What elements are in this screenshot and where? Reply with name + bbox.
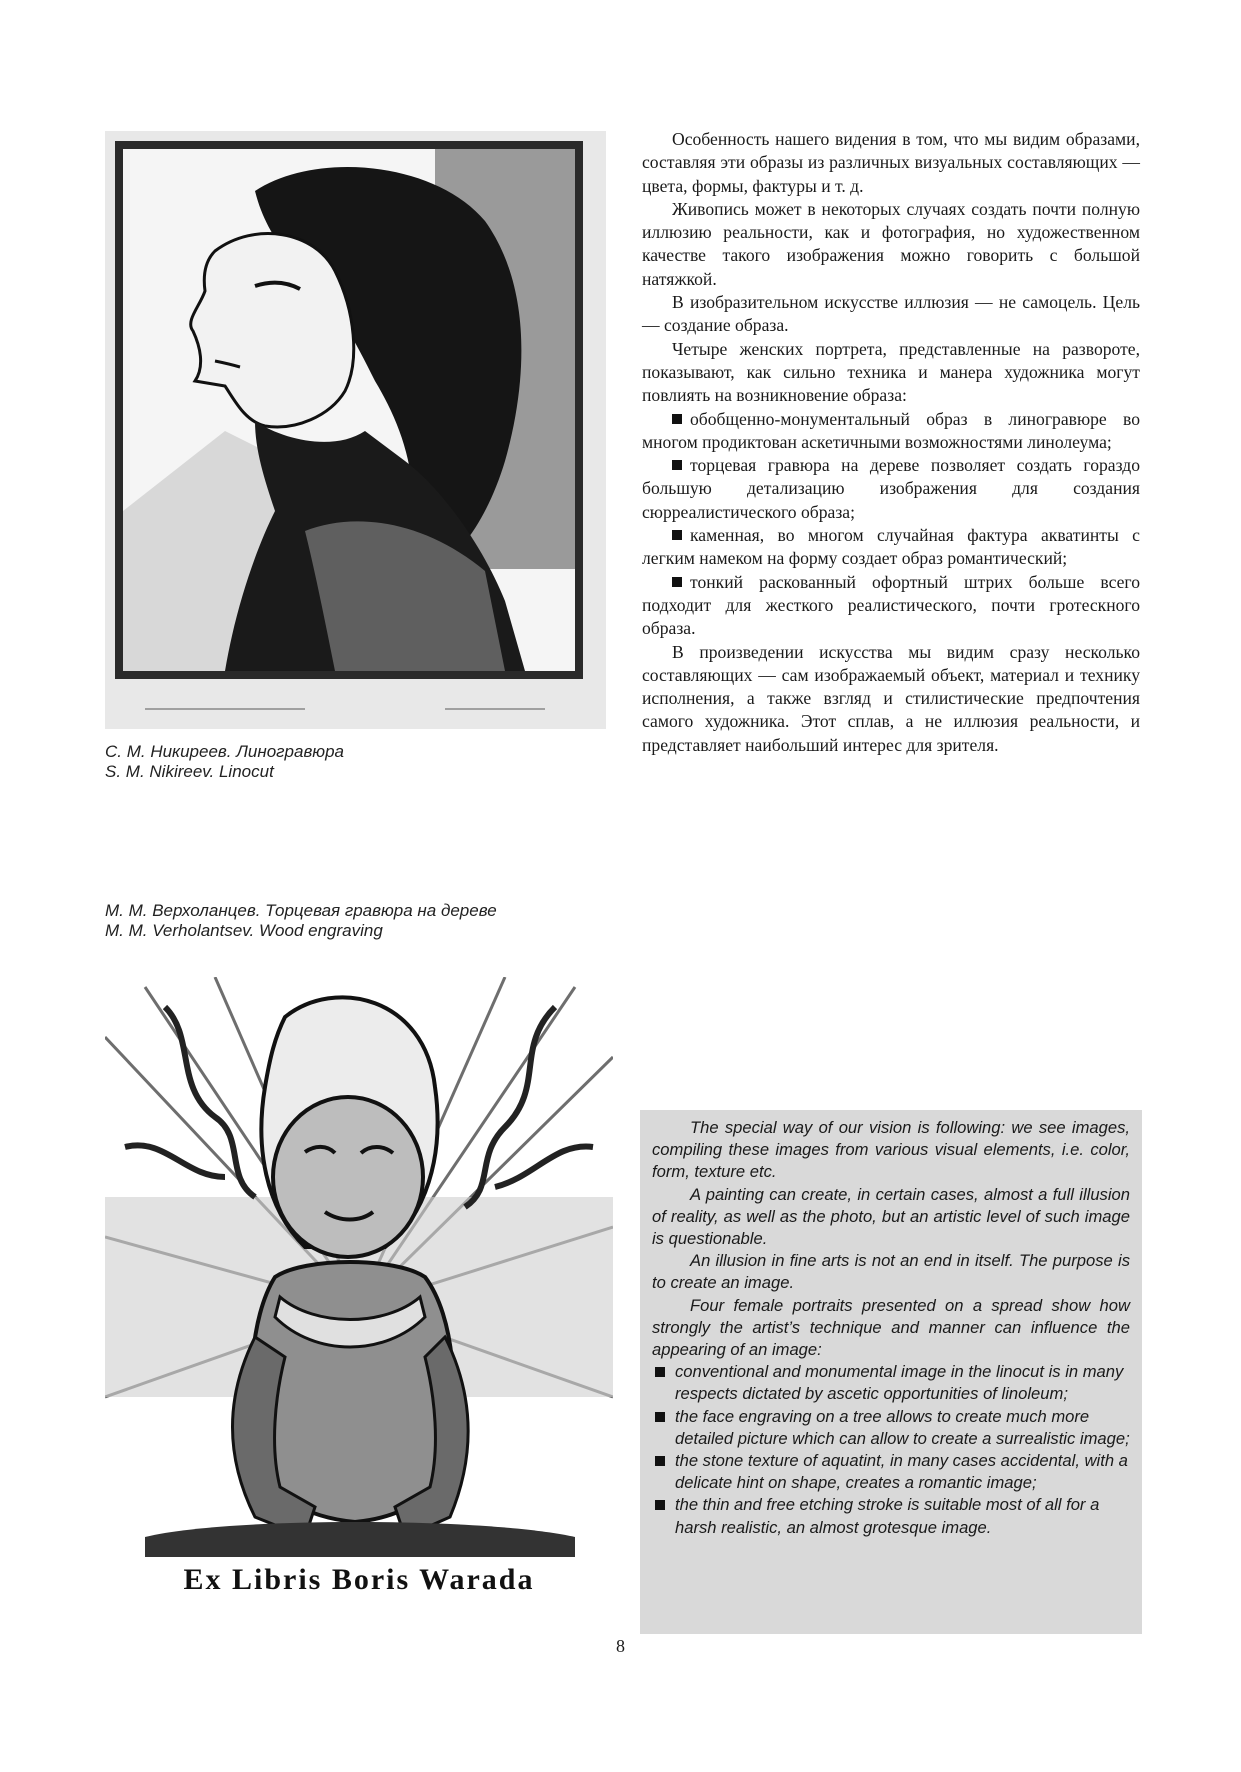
page-number: 8 — [616, 1636, 625, 1656]
en-bullet: the face engraving on a tree allows to create much more detailed picture which can allow to create a surrealistic image; — [652, 1406, 1130, 1450]
en-paragraph: The special way of our vision is following: we see images, compiling these images from various visual elements, i.e. color, form, texture etc. — [652, 1118, 1130, 1182]
bullet-square-icon — [672, 460, 682, 470]
ru-paragraph: В изобразительном искусстве иллюзия — не самоцель. Цель — создание образа. — [642, 292, 1140, 336]
engraving-caption-en: M. M. Verholantsev. Wood engraving — [105, 921, 383, 940]
linocut-portrait-image — [105, 131, 606, 729]
bullet-square-icon — [672, 414, 682, 424]
bullet-square-icon — [672, 530, 682, 540]
en-paragraph: Four female portraits presented on a spread show how strongly the artist’s technique and manner can influence the appearing of an image: — [652, 1295, 1130, 1360]
en-bullet-list — [652, 1361, 1130, 1539]
exlibris-text: Ex Libris Boris Warada — [183, 1563, 535, 1596]
linocut-caption-en: S. M. Nikireev. Linocut — [105, 762, 274, 781]
ru-paragraph: Четыре женских портрета, представленные на развороте, показывают, как сильно техника и манера художника могут повлиять на возникновение образа: — [642, 338, 1140, 406]
ru-bullet: каменная, во многом случайная фактура акватинты с легким намеком на форму создает образ романтический; — [642, 525, 1140, 569]
ru-paragraph: В произведении искусства мы видим сразу несколько составляющих — сам изображаемый объект, материал и технику исполнения, а также взгляд и стилистические предпочтения самого художника. Этот сплав, а не иллюзия реальности, и представляет наибольший интерес для зрителя. — [642, 641, 1140, 755]
bullet-square-icon — [655, 1367, 665, 1377]
english-text-box — [640, 1110, 1142, 1634]
en-paragraph: An illusion in fine arts is not an end in itself. The purpose is to create an image. — [652, 1251, 1130, 1293]
engraving-caption — [105, 901, 497, 941]
bullet-square-icon — [655, 1456, 665, 1466]
bullet-square-icon — [672, 577, 682, 587]
russian-text — [642, 128, 1140, 757]
en-paragraph: A painting can create, in certain cases, almost a full illusion of reality, as well as the photo, but an artistic level of such image is questionable. — [652, 1184, 1130, 1249]
bullet-square-icon — [655, 1500, 665, 1510]
ru-bullet: торцевая гравюра на дереве позволяет создать гораздо большую детализацию изображения для создания сюрреалистического образа; — [642, 455, 1140, 522]
ru-paragraph: Живопись может в некоторых случаях создать почти полную иллюзию реальности, как и фотография, но художественном качестве такого изображения можно говорить с большой натяжкой. — [642, 198, 1140, 289]
linocut-caption-ru: С. М. Никиреев. Линогравюра — [105, 742, 345, 761]
bullet-square-icon — [655, 1412, 665, 1422]
ru-bullet: обобщенно-монументальный образ в линогравюре во многом продиктован аскетичными возможностями линолеума; — [642, 408, 1140, 452]
engraving-caption-ru: М. М. Верхоланцев. Торцевая гравюра на дереве — [105, 901, 497, 920]
ru-bullet: тонкий раскованный офортный штрих больше всего подходит для жесткого реалистического, почти гротескного образа. — [642, 571, 1140, 639]
en-bullet: the thin and free etching stroke is suitable most of all for a harsh realistic, an almost grotesque image. — [652, 1494, 1130, 1538]
linocut-caption — [105, 742, 344, 782]
en-bullet: conventional and monumental image in the linocut is in many respects dictated by ascetic opportunities of linoleum; — [652, 1361, 1130, 1405]
wood-engraving-image — [105, 977, 613, 1605]
ru-paragraph: Особенность нашего видения в том, что мы видим образами, составляя эти образы из различных визуальных составляющих — цвета, формы, фактуры и т. д. — [642, 129, 1140, 196]
en-bullet: the stone texture of aquatint, in many cases accidental, with a delicate hint on shape, creates a romantic image; — [652, 1450, 1130, 1494]
